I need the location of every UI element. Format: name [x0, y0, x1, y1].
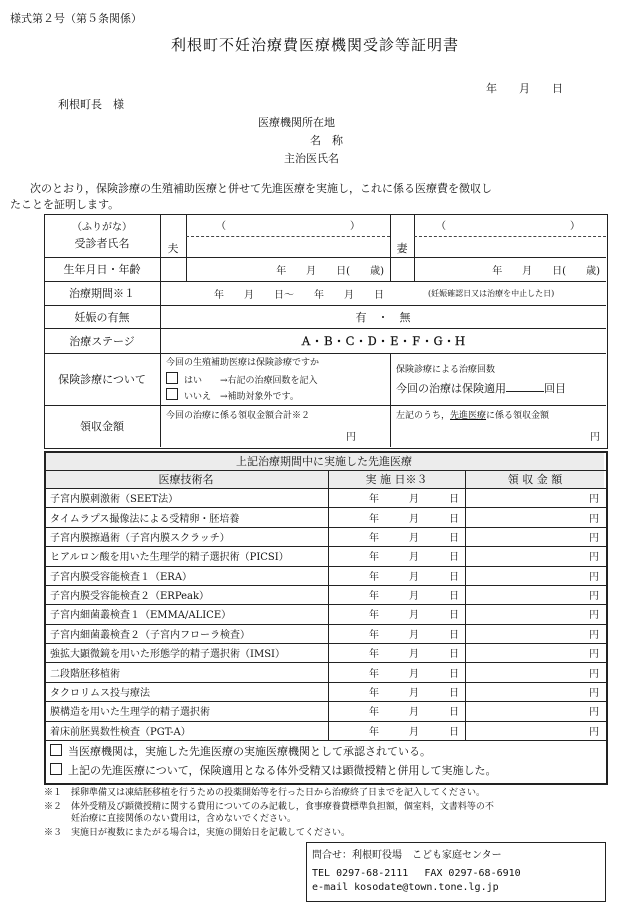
date-field[interactable]: 年 月 日 — [369, 707, 459, 719]
date-field[interactable]: 年 月 日 — [369, 668, 459, 680]
fee-advanced-yen[interactable]: 円 — [590, 432, 600, 443]
fee-field[interactable]: 円 — [589, 513, 599, 525]
form-number: 様式第２号（第５条関係） — [10, 12, 142, 25]
fee-field[interactable]: 円 — [589, 726, 599, 738]
date-field[interactable]: 年 月 日 — [369, 610, 459, 622]
period-label: 治療期間※１ — [69, 287, 135, 300]
advanced-title: 上記治療期間中に実施した先進医療 — [236, 455, 412, 468]
husband-furigana-open: （ — [216, 221, 226, 232]
technology-name: 強拡大顕微鏡を用いた形態学的精子選択術（IMSI） — [50, 649, 285, 661]
technology-name: 膜構造を用いた生理学的精子選択術 — [50, 707, 210, 719]
pregnancy-label: 妊娠の有無 — [74, 310, 130, 324]
contact-phone: TEL 0297-68-2111 FAX 0297-68-6910 — [312, 868, 521, 879]
note-2: ※２ 体外受精及び顕微授精に関する費用についてのみ記載し，食事療養費標準負担額，個室料，文書料等の不 — [44, 802, 494, 812]
combination-checkbox[interactable] — [50, 763, 62, 775]
wife-furigana-open: （ — [436, 221, 446, 232]
insurance-question: 今回の生殖補助医療は保険診療ですか — [166, 358, 320, 368]
patient-name-label: 受診者氏名 — [74, 237, 130, 250]
issue-date: 年 月 日 — [486, 82, 563, 95]
date-field[interactable]: 年 月 日 — [369, 552, 459, 564]
wife-label: 妻 — [396, 241, 408, 255]
addressee: 利根町長 様 — [58, 98, 124, 111]
fee-field[interactable]: 円 — [589, 707, 599, 719]
combination-check[interactable]: 上記の先進医療について，保険適用となる体外受精又は顕微授精と併用して実施した。 — [50, 762, 497, 778]
husband-label: 夫 — [167, 241, 179, 255]
insurance-yes-option[interactable]: はい →右記の治療回数を記入 — [166, 372, 318, 386]
page-title: 利根町不妊治療費医療機関受診等証明書 — [170, 36, 459, 54]
technology-name: 着床前胚異数性検査（PGT-A） — [50, 726, 191, 738]
fee-field[interactable]: 円 — [589, 629, 599, 641]
fee-advanced-label: 左記のうち，先進医療に係る領収金額 — [396, 411, 550, 421]
date-field[interactable]: 年 月 日 — [369, 629, 459, 641]
date-field[interactable]: 年 月 日 — [369, 532, 459, 544]
insurance-no-option[interactable]: いいえ →補助対象外です。 — [166, 388, 299, 402]
dob-label: 生年月日・年齢 — [63, 263, 141, 276]
intro-text-line1: 次のとおり，保険診療の生殖補助医療と併せて先進医療を実施し，これに係る医療費を徴収し — [30, 182, 492, 195]
fee-label: 領収金額 — [80, 420, 124, 433]
technology-name: 子宮内膜受容能検査２（ERPeak） — [50, 591, 210, 603]
fee-field[interactable]: 円 — [589, 552, 599, 564]
institution-name-label: 名 称 — [310, 134, 343, 147]
approval-checkbox[interactable] — [50, 744, 62, 756]
pregnancy-choice[interactable]: 有 ・ 無 — [355, 310, 411, 324]
date-field[interactable]: 年 月 日 — [369, 726, 459, 738]
wife-name-field[interactable] — [416, 239, 604, 255]
stage-label: 治療ステージ — [69, 334, 135, 348]
date-field[interactable]: 年 月 日 — [369, 649, 459, 661]
date-field[interactable]: 年 月 日 — [369, 591, 459, 603]
fee-field[interactable]: 円 — [589, 571, 599, 583]
technology-name: 二段階胚移植術 — [50, 668, 120, 680]
technology-name: タイムラプス撮像法による受精卵・胚培養 — [50, 513, 240, 525]
date-field[interactable]: 年 月 日 — [369, 513, 459, 525]
technology-name: タクロリムス投与療法 — [50, 688, 150, 700]
institution-address-label: 医療機関所在地 — [258, 116, 335, 129]
furigana-label: （ふりがな） — [72, 221, 132, 233]
fee-field[interactable]: 円 — [589, 668, 599, 680]
technology-name: 子宮内細菌叢検査２（子宮内フローラ検査） — [50, 629, 250, 641]
husband-name-field[interactable] — [188, 239, 388, 255]
fee-field[interactable]: 円 — [589, 688, 599, 700]
date-field[interactable]: 年 月 日 — [369, 571, 459, 583]
date-field[interactable]: 年 月 日 — [369, 494, 459, 506]
period-note: (妊娠確認日又は治療を中止した日) — [428, 288, 555, 298]
col-technology: 医療技術名 — [158, 473, 214, 486]
note-1: ※１ 採卵準備又は凍結胚移植を行うための投薬開始等を行った日から治療終了日までを記入してください。 — [44, 788, 486, 798]
fee-total-label: 今回の治療に係る領収金額合計※２ — [166, 411, 311, 421]
note-2-cont: 妊治療に直接関係のない費用は，含めないでください。 — [44, 814, 297, 824]
no-checkbox[interactable] — [166, 388, 178, 400]
wife-furigana-close: ） — [570, 221, 580, 232]
technology-name: 子宮内膜受容能検査１（ERA） — [50, 571, 193, 583]
yes-checkbox[interactable] — [166, 372, 178, 384]
fee-field[interactable]: 円 — [589, 532, 599, 544]
wife-dob-field[interactable]: 年 月 日( 歳) — [492, 265, 600, 277]
fee-field[interactable]: 円 — [589, 494, 599, 506]
fee-field[interactable]: 円 — [589, 591, 599, 603]
technology-name: 子宮内膜刺激術（SEET法） — [50, 494, 179, 506]
technology-name: 子宮内細菌叢検査１（EMMA/ALICE） — [50, 610, 232, 622]
date-field[interactable]: 年 月 日 — [369, 688, 459, 700]
contact-line1: 問合せ：利根町役場 こども家庭センター — [312, 850, 502, 861]
treatment-count-field[interactable]: 今回の治療は保険適用 回目 — [396, 382, 566, 395]
intro-text-line2: たことを証明します。 — [10, 198, 120, 211]
contact-email[interactable]: e-mail kosodate@town.tone.lg.jp — [312, 882, 499, 893]
col-date: 実 施 日※３ — [365, 473, 428, 486]
stage-choice[interactable]: Ａ・Ｂ・Ｃ・Ｄ・Ｅ・Ｆ・Ｇ・Ｈ — [300, 334, 466, 348]
husband-furigana-close: ） — [350, 221, 360, 232]
note-3: ※３ 実施日が複数にまたがる場合は，実施の開始日を記載してください。 — [44, 828, 351, 838]
technology-name: ヒアルロン酸を用いた生理学的精子選択術（PICSI） — [50, 552, 289, 564]
approval-check[interactable]: 当医療機関は，実施した先進医療の実施医療機関として承認されている。 — [50, 743, 431, 759]
period-field[interactable]: 年 月 日～ 年 月 日 — [214, 289, 384, 301]
fee-field[interactable]: 円 — [589, 610, 599, 622]
fee-total-yen[interactable]: 円 — [346, 432, 356, 443]
col-fee: 領 収 金 額 — [507, 473, 563, 486]
technology-name: 子宮内膜擦過術（子宮内膜スクラッチ） — [50, 532, 230, 544]
fee-field[interactable]: 円 — [589, 649, 599, 661]
husband-dob-field[interactable]: 年 月 日( 歳) — [276, 265, 384, 277]
doctor-name-label: 主治医氏名 — [284, 152, 339, 165]
treatment-count-label: 保険診療による治療回数 — [396, 365, 496, 375]
insurance-label: 保険診療について — [58, 373, 146, 386]
